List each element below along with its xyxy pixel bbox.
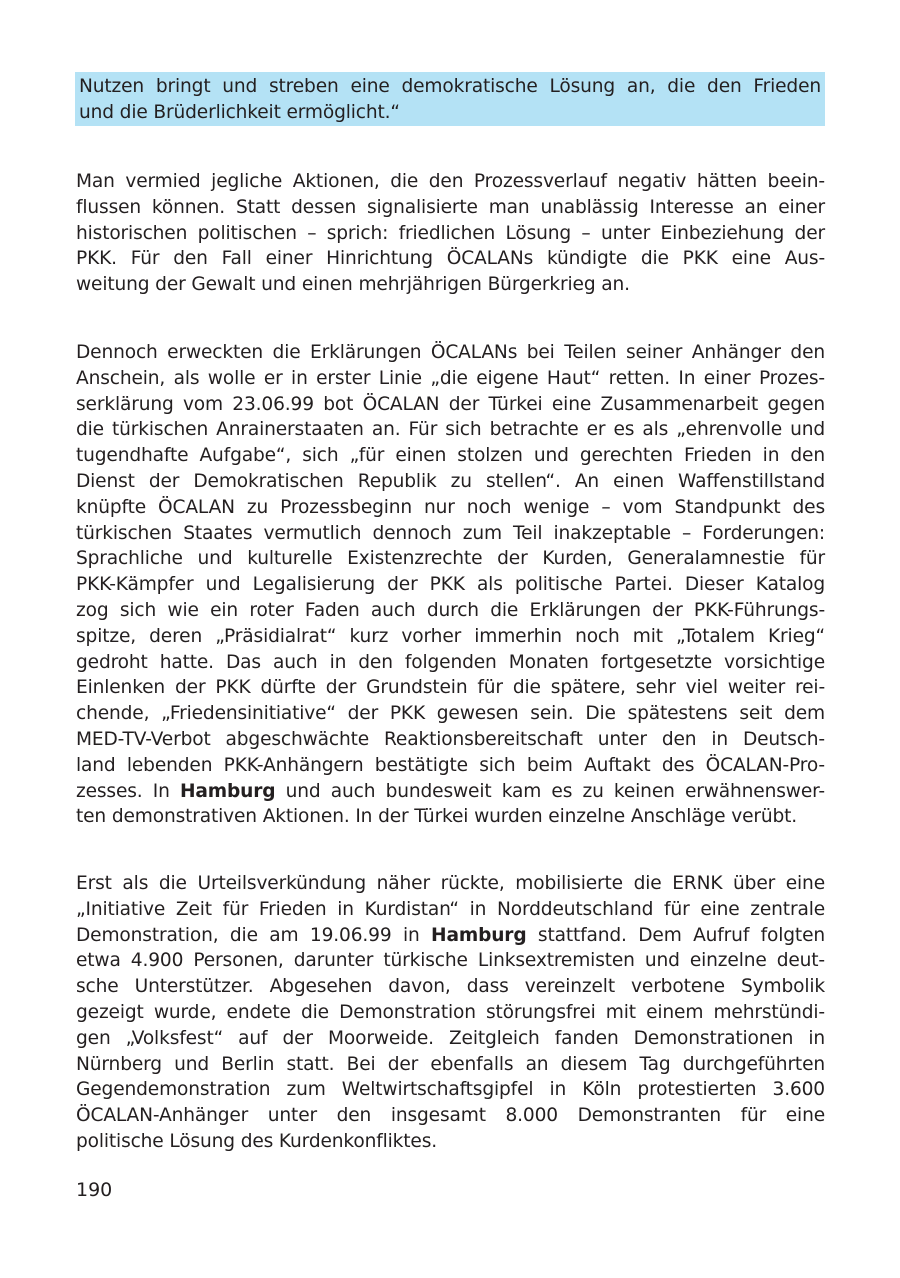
text-fragment: Demonstration, die am 19.06.99 in <box>76 924 432 946</box>
text-line: zog sich wie ein roter Faden auch durch die Erklärungen der PKK-Führungs- <box>76 599 825 621</box>
text-line: serklärung vom 23.06.99 bot ÖCALAN der Türkei eine Zusammenarbeit gegen <box>76 393 825 415</box>
text-line: türkischen Staates vermutlich dennoch zum Teil inakzeptable – Forderungen: <box>76 522 825 544</box>
text-line: gezeigt wurde, endete die Demonstration störungsfrei mit einem mehrstündi- <box>76 1001 825 1023</box>
text-line: Anschein, als wolle er in erster Linie „die eigene Haut“ retten. In einer Prozes- <box>76 367 825 389</box>
text-line: Dennoch erweckten die Erklärungen ÖCALANs bei Teilen seiner Anhänger den <box>76 342 825 363</box>
text-line: ÖCALAN-Anhänger unter den insgesamt 8.000 Demonstranten für eine <box>76 1105 825 1127</box>
text-line: gedroht hatte. Das auch in den folgenden Monaten fortgesetzte vorsichtige <box>76 651 825 673</box>
text-line: Einlenken der PKK dürfte der Grundstein für die spätere, sehr viel weiter rei- <box>76 677 825 699</box>
page-number: 190 <box>76 1179 113 1201</box>
text-line: Erst als die Urteilsverkündung näher rückte, mobilisierte die ERNK über eine <box>76 873 825 894</box>
text-line: ten demonstrativen Aktionen. In der Türkei wurden einzelne Anschläge verübt. <box>76 806 798 828</box>
text-line: die türkischen Anrainerstaaten an. Für sich betrachte er es als „ehrenvolle und <box>76 419 825 441</box>
text-line: Man vermied jegliche Aktionen, die den Prozessverlauf negativ hätten beein- <box>76 171 825 192</box>
text-line: land lebenden PKK-Anhängern bestätigte sich beim Auftakt des ÖCALAN-Pro- <box>76 754 825 776</box>
paragraph-2 <box>76 340 825 830</box>
text-line: Dienst der Demokratischen Republik zu stellen“. An einen Waffenstillstand <box>76 470 825 492</box>
text-line: PKK-Kämpfer und Legalisierung der PKK als politische Partei. Dieser Katalog <box>76 574 825 596</box>
text-fragment: und auch bundesweit kam es zu keinen erwähnenswer- <box>275 780 825 802</box>
quote-paragraph <box>79 74 821 126</box>
paragraph-3 <box>76 871 825 1155</box>
text-line: Sprachliche und kulturelle Existenzrechte der Kurden, Generalamnestie für <box>76 548 825 570</box>
text-fragment: zesses. In <box>76 780 180 802</box>
quote-line: und die Brüderlichkeit ermöglicht.“ <box>79 101 400 123</box>
document-page <box>76 72 825 1152</box>
text-line: Gegendemonstration zum Weltwirtschaftsgipfel in Köln protestierten 3.600 <box>76 1079 825 1101</box>
text-line: weitung der Gewalt und einen mehrjährigen Bürgerkrieg an. <box>76 274 630 296</box>
text-line: gen „Volksfest“ auf der Moorweide. Zeitgleich fanden Demonstrationen in <box>76 1027 825 1049</box>
quote-line: Nutzen bringt und streben eine demokratische Lösung an, die den Frieden <box>79 76 821 97</box>
text-line: „Initiative Zeit für Frieden in Kurdistan“ in Norddeutschland für eine zentrale <box>76 898 825 920</box>
text-line: PKK. Für den Fall einer Hinrichtung ÖCALANs kündigte die PKK eine Aus- <box>76 248 825 270</box>
text-line: etwa 4.900 Personen, darunter türkische Linksextremisten und einzelne deut- <box>76 950 825 972</box>
highlighted-quote-box <box>75 72 825 126</box>
text-line: knüpfte ÖCALAN zu Prozessbeginn nur noch wenige – vom Standpunkt des <box>76 496 825 518</box>
text-line: sche Unterstützer. Abgesehen davon, dass vereinzelt verbotene Symbolik <box>76 976 825 998</box>
bold-place-name: Hamburg <box>431 924 527 946</box>
text-line: chende, „Friedensinitiative“ der PKK gewesen sein. Die spätestens seit dem <box>76 703 825 725</box>
text-line: politische Lösung des Kurdenkonfliktes. <box>76 1130 438 1152</box>
bold-place-name: Hamburg <box>179 780 276 802</box>
text-line: MED-TV-Verbot abgeschwächte Reaktionsbereitschaft unter den in Deutsch- <box>76 728 825 750</box>
text-line <box>76 923 825 949</box>
text-fragment: stattfand. Dem Aufruf folgten <box>526 924 825 946</box>
paragraph-1 <box>76 169 825 298</box>
text-line: spitze, deren „Präsidialrat“ kurz vorher immerhin noch mit „Totalem Krieg“ <box>76 625 825 647</box>
text-line: Nürnberg und Berlin statt. Bei der ebenfalls an diesem Tag durchgeführten <box>76 1053 825 1075</box>
text-line: historischen politischen – sprich: friedlichen Lösung – unter Einbeziehung der <box>76 222 825 244</box>
text-line <box>76 779 825 805</box>
text-line: flussen können. Statt dessen signalisierte man unablässig Interesse an einer <box>76 196 825 218</box>
text-line: tugendhafte Aufgabe“, sich „für einen stolzen und gerechten Frieden in den <box>76 445 825 467</box>
